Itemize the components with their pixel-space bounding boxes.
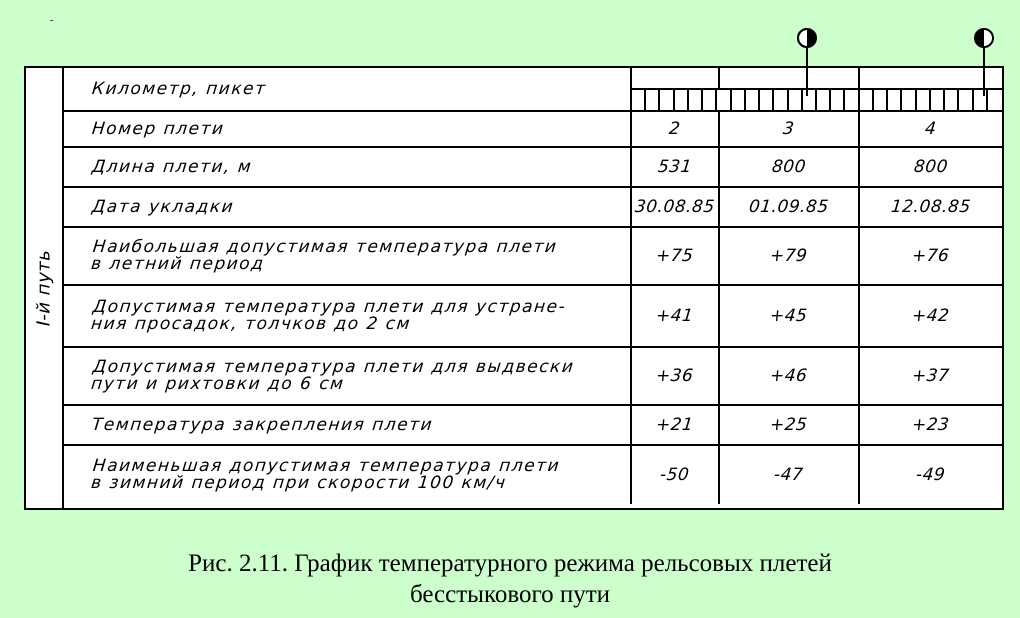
value-cell xyxy=(720,112,860,146)
picket-tick xyxy=(673,90,675,110)
value-cell xyxy=(860,148,1002,186)
value-text: 800 xyxy=(770,157,808,177)
table-row xyxy=(64,348,1002,406)
value-cell xyxy=(860,446,1002,504)
picket-tick xyxy=(829,90,831,110)
value-text: -47 xyxy=(773,465,805,485)
value-cell xyxy=(720,188,860,226)
picket-tick xyxy=(772,90,774,110)
value-text: 2 xyxy=(668,119,682,139)
value-text: +75 xyxy=(655,246,695,266)
picket-tick xyxy=(644,90,646,110)
row-label-cell xyxy=(64,68,632,110)
track-label: I-й путь xyxy=(33,247,55,329)
row-label-cell xyxy=(64,112,632,146)
row-label-cell xyxy=(64,446,632,504)
picket-tick xyxy=(957,90,959,110)
value-cell xyxy=(720,148,860,186)
picket-tick xyxy=(943,90,945,110)
table-row xyxy=(64,188,1002,228)
row-label-line: пути и рихтовки до 6 см xyxy=(90,374,346,394)
scan-speck xyxy=(50,20,53,21)
row-label xyxy=(90,359,575,393)
value-text: 3 xyxy=(782,119,796,139)
track-label-cell xyxy=(26,68,64,508)
row-label-line: Наибольшая допустимая температура плети xyxy=(91,237,559,257)
picket-tick xyxy=(758,90,760,110)
row-label-line: в летний период xyxy=(90,254,266,274)
picket-tick xyxy=(886,90,888,110)
figure-caption-line-2: бесстыкового пути xyxy=(409,581,611,608)
row-label-line: Допустимая температура плети для выдвески xyxy=(91,357,576,377)
value-text: 800 xyxy=(912,157,950,177)
table-row xyxy=(64,446,1002,504)
row-label-line: Температура закрепления плети xyxy=(91,414,435,435)
table-row xyxy=(64,406,1002,446)
value-text: +76 xyxy=(911,246,951,266)
value-cell xyxy=(720,286,860,346)
signal-lamp-icon xyxy=(793,26,823,96)
row-label-line: Километр, пикет xyxy=(91,78,268,99)
value-cell xyxy=(632,112,720,146)
value-text: +36 xyxy=(655,366,695,386)
value-text: 30.08.85 xyxy=(634,197,716,217)
row-label-cell xyxy=(64,286,632,346)
row-label-cell xyxy=(64,348,632,404)
temperature-table xyxy=(24,66,1004,510)
row-label xyxy=(91,414,435,435)
value-cell xyxy=(720,406,860,444)
row-label-line: Допустимая температура плети для устране- xyxy=(91,297,568,317)
picket-tick xyxy=(715,90,717,110)
row-label xyxy=(90,239,558,273)
value-cell xyxy=(860,112,1002,146)
picket-tick xyxy=(900,90,902,110)
picket-tick xyxy=(730,90,732,110)
table-grid xyxy=(64,68,1002,508)
table-row xyxy=(64,228,1002,286)
value-cell xyxy=(632,188,720,226)
value-text: +25 xyxy=(769,415,809,435)
picket-tick xyxy=(858,90,860,110)
value-text: 4 xyxy=(924,119,938,139)
value-text: +45 xyxy=(769,306,809,326)
value-cell xyxy=(860,406,1002,444)
row-label xyxy=(91,78,268,99)
value-cell xyxy=(632,446,720,504)
value-text: +46 xyxy=(769,366,809,386)
value-cell xyxy=(860,188,1002,226)
signal-lamp-icon xyxy=(970,26,1000,96)
value-text: +21 xyxy=(655,415,695,435)
picket-tick xyxy=(843,90,845,110)
table-row xyxy=(64,286,1002,348)
value-text: 12.08.85 xyxy=(890,197,972,217)
value-cell xyxy=(860,348,1002,404)
picket-tick xyxy=(929,90,931,110)
row-label xyxy=(90,458,561,492)
table-row xyxy=(64,148,1002,188)
row-label-cell xyxy=(64,188,632,226)
value-cell xyxy=(720,68,860,88)
value-cell xyxy=(860,286,1002,346)
value-cell xyxy=(632,148,720,186)
picket-tick xyxy=(687,90,689,110)
row-label-cell xyxy=(64,406,632,444)
value-text: 01.09.85 xyxy=(748,197,830,217)
row-label-line: в зимний период при скорости 100 км/ч xyxy=(90,473,508,493)
value-cell xyxy=(632,348,720,404)
row-label-line: Наименьшая допустимая температура плети xyxy=(91,456,562,476)
value-text: 531 xyxy=(656,157,694,177)
value-text: +79 xyxy=(769,246,809,266)
row-label-line: Номер плети xyxy=(91,118,226,139)
picket-tick xyxy=(701,90,703,110)
value-cell xyxy=(632,68,720,88)
picket-tick xyxy=(744,90,746,110)
value-text: +23 xyxy=(911,415,951,435)
picket-tick xyxy=(658,90,660,110)
row-label-line: ния просадок, толчков до 2 см xyxy=(90,314,413,334)
picket-tick xyxy=(915,90,917,110)
value-cell xyxy=(720,348,860,404)
figure-caption-line-1: Рис. 2.11. График температурного режима рельсовых плетей xyxy=(188,550,832,577)
value-cell xyxy=(860,228,1002,284)
table-row xyxy=(64,68,1002,112)
row-label-cell xyxy=(64,148,632,186)
picket-tick xyxy=(787,90,789,110)
value-cell xyxy=(632,228,720,284)
value-text: -50 xyxy=(659,465,691,485)
picket-tick xyxy=(872,90,874,110)
row-label-cell xyxy=(64,228,632,284)
row-label xyxy=(90,299,567,333)
value-text: -49 xyxy=(915,465,947,485)
value-cell xyxy=(632,406,720,444)
table-row xyxy=(64,112,1002,148)
row-label-line: Длина плети, м xyxy=(91,156,254,177)
row-label xyxy=(91,118,226,139)
value-text: +42 xyxy=(911,306,951,326)
value-cell xyxy=(720,228,860,284)
row-label xyxy=(91,196,236,217)
value-text: +41 xyxy=(655,306,695,326)
row-label-line: Дата укладки xyxy=(91,196,236,217)
value-text: +37 xyxy=(911,366,951,386)
value-cell xyxy=(720,446,860,504)
value-cell xyxy=(632,286,720,346)
row-label xyxy=(91,156,254,177)
